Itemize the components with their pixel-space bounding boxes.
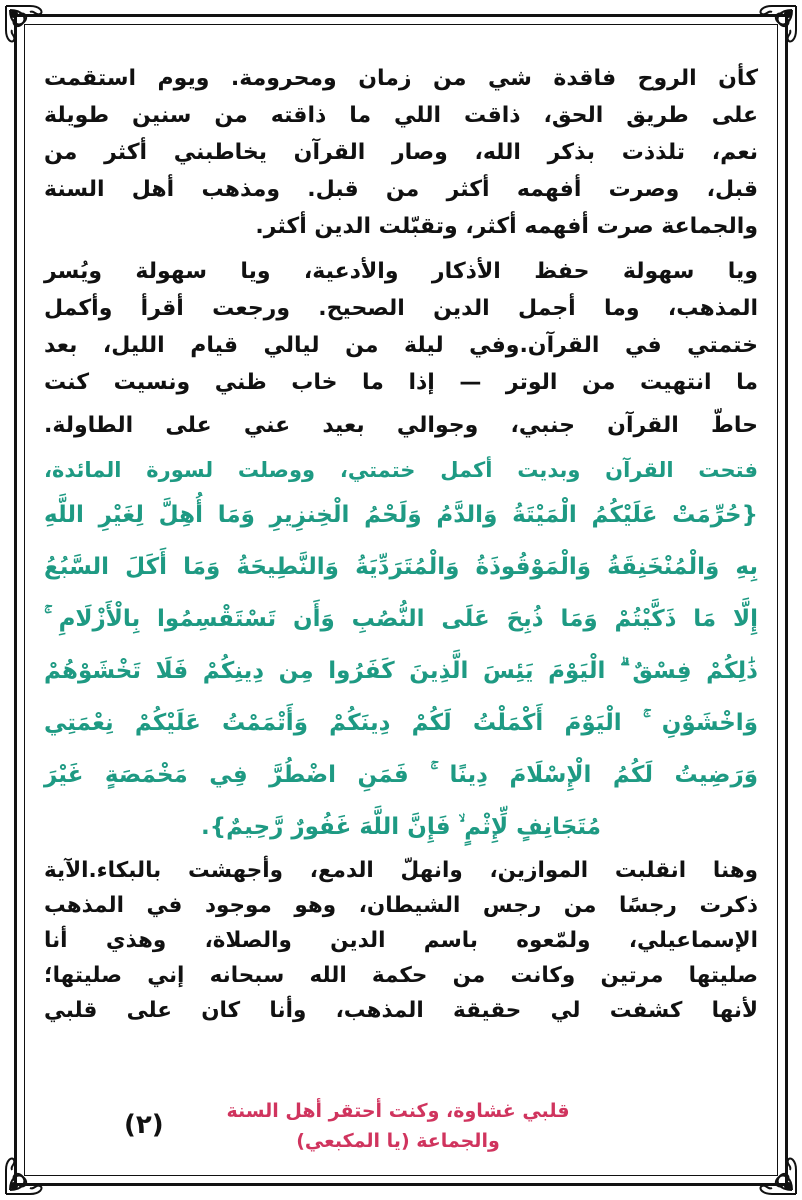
text-line: على طريق الحق، ذاقت اللي ما ذاقته من سنين طويلة (44, 103, 758, 128)
quran-verse-line: ذَٰلِكُمْ فِسْقٌ ۗ الْيَوْمَ يَئِسَ الَّذِينَ كَفَرُوا مِن دِينِكُمْ فَلَا تَخْشَوْهُمْ (44, 658, 758, 684)
paragraph-3 (44, 853, 758, 1028)
corner-ornament-icon (738, 0, 802, 64)
quran-intro-line: فتحت القرآن وبديت أكمل ختمتي، ووصلت لسورة المائدة، (44, 458, 758, 482)
quran-verse-line: بِهِ وَالْمُنْخَنِقَةُ وَالْمَوْقُوذَةُ وَالْمُتَرَدِّيَةُ وَالنَّطِيحَةُ وَمَا أَكَلَ السَّبُعُ (44, 554, 758, 580)
text-line: نعم، تلذذت بذكر الله، وصار القرآن يخاطبني أكثر من (44, 140, 758, 165)
page-footer (44, 1096, 758, 1166)
page-body (44, 60, 758, 1028)
text-line: لأنها كشفت لي حقيقة المذهب، وأنا كان على قلبي (44, 998, 758, 1023)
footer-note-line: والجماعة (يا المكبعي) (296, 1130, 500, 1152)
paragraph-1 (44, 60, 758, 245)
paragraph-2 (44, 253, 758, 451)
text-line: ذكرت رجسًا من رجس الشيطان، وهو موجود في المذهب (44, 893, 758, 918)
quran-passage (44, 451, 758, 853)
footer-note-line: قلبي غشاوة، وكنت أحتقر أهل السنة (226, 1100, 570, 1122)
text-line: حاطّ القرآن جنبي، وجوالي بعيد عني على الطاولة. (44, 413, 758, 438)
quran-verse-line: وَرَضِيتُ لَكُمُ الْإِسْلَامَ دِينًا ۚ فَمَنِ اضْطُرَّ فِي مَخْمَصَةٍ غَيْرَ (44, 762, 758, 788)
text-line: الإسماعيلي، ولمّعوه باسم الدين والصلاة، وهذي أنا (44, 928, 758, 953)
quran-verse-line: مُتَجَانِفٍ لِّإِثْمٍ ۙ فَإِنَّ اللَّهَ غَفُورٌ رَّحِيمٌ}. (201, 814, 601, 840)
text-line: ختمتي في القرآن.وفي ليلة من ليالي قيام الليل، بعد (44, 333, 758, 358)
text-line: المذهب، وما أجمل الدين الصحيح. ورجعت أقرأ وأكمل (44, 296, 758, 321)
text-line: كأن الروح فاقدة شي من زمان ومحرومة. ويوم استقمت (44, 66, 758, 91)
text-line: ويا سهولة حفظ الأذكار والأدعية، ويا سهولة ويُسر (44, 259, 758, 284)
text-line: وهنا انقلبت الموازين، وانهلّ الدمع، وأجهشت بالبكاء.الآية (44, 858, 758, 883)
quran-verse-line: إِلَّا مَا ذَكَّيْتُمْ وَمَا ذُبِحَ عَلَى النُّصُبِ وَأَن تَسْتَقْسِمُوا بِالْأَزْلَامِ ۚ (44, 606, 758, 632)
text-line: ما انتهيت من الوتر — إذا ما خاب ظني ونسيت كنت (44, 370, 758, 395)
quran-verse-line: وَاخْشَوْنِ ۚ الْيَوْمَ أَكْمَلْتُ لَكُمْ دِينَكُمْ وَأَتْمَمْتُ عَلَيْكُمْ نِعْمَتِي (44, 710, 758, 736)
text-line: صليتها مرتين وكانت من حكمة الله سبحانه إني صليتها؛ (44, 963, 758, 988)
page-number: (٢) (124, 1110, 164, 1140)
text-line: قبل، وصرت أفهمه أكثر من قبل. ومذهب أهل السنة (44, 177, 758, 202)
footer-note (188, 1096, 608, 1156)
corner-ornament-icon (0, 0, 64, 64)
quran-verse-line: {حُرِّمَتْ عَلَيْكُمُ الْمَيْتَةُ وَالدَّمُ وَلَحْمُ الْخِنزِيرِ وَمَا أُهِلَّ لِغَيْرِ اللَّهِ (44, 502, 758, 528)
text-line: والجماعة صرت أفهمه أكثر، وتقبّلت الدين أكثر. (255, 214, 758, 239)
